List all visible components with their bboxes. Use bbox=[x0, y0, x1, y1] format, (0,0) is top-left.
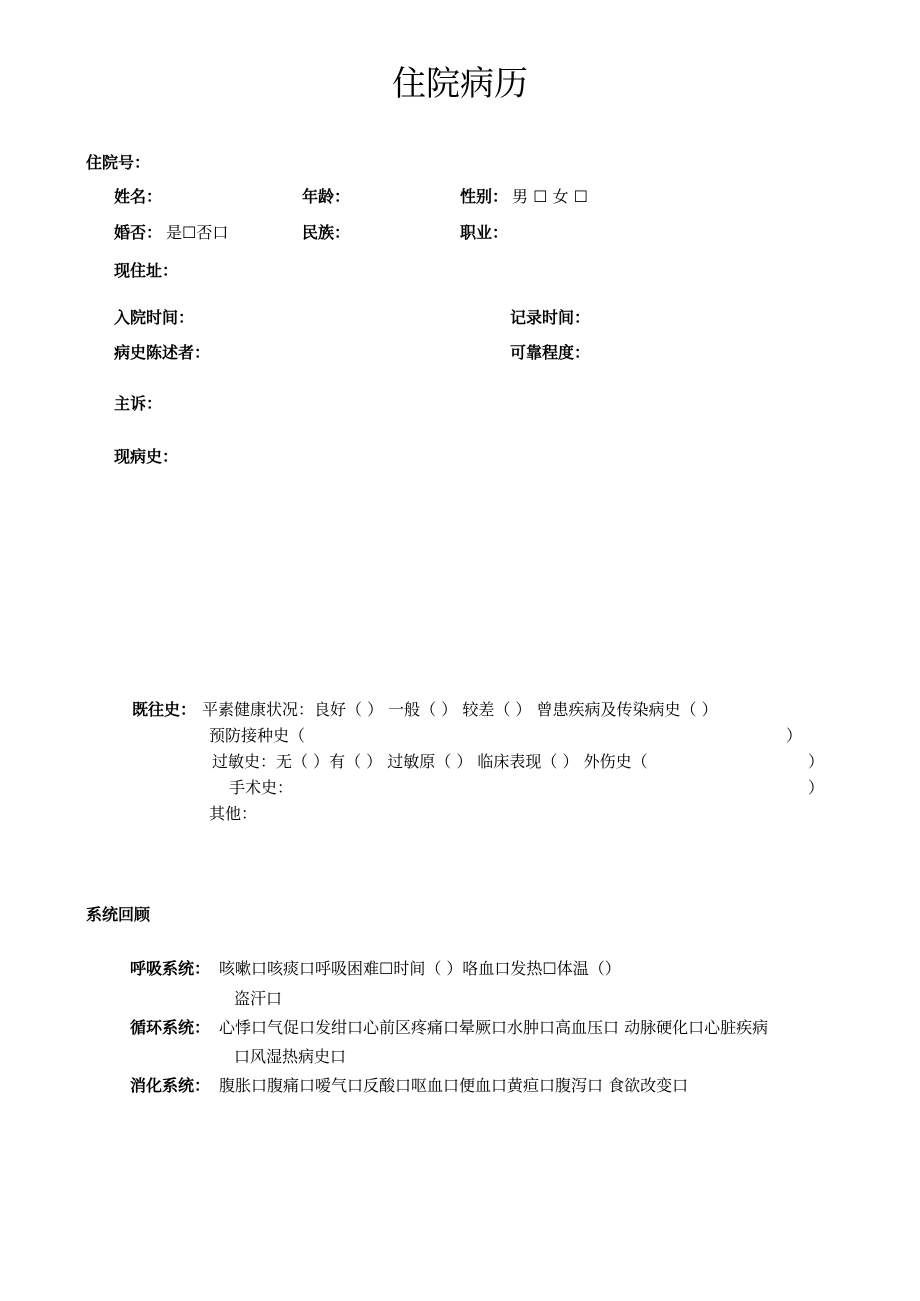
admission-number-label: 住院号： bbox=[86, 153, 151, 172]
gender-options[interactable]: 男 ☐ 女 ☐ bbox=[512, 187, 588, 206]
address-label: 现住址： bbox=[114, 261, 179, 280]
circulatory-label: 循环系统： bbox=[130, 1018, 211, 1037]
reliability-label: 可靠程度： bbox=[510, 343, 591, 362]
chief-complaint-label: 主诉： bbox=[114, 394, 163, 413]
past-history-label: 既往史： bbox=[132, 700, 197, 719]
allergy-history-close: ） bbox=[808, 752, 825, 771]
page-title: 住院病历 bbox=[392, 64, 528, 104]
system-review-heading: 系统回顾 bbox=[86, 905, 151, 924]
admission-time-label: 入院时间： bbox=[114, 308, 195, 327]
occupation-label: 职业： bbox=[460, 223, 509, 242]
past-history-line1: 平素健康状况：良好（ ） 一般（ ） 较差（ ） 曾患疾病及传染病史（ ） bbox=[202, 700, 718, 719]
ethnicity-label: 民族： bbox=[302, 223, 351, 242]
age-label: 年龄： bbox=[302, 187, 351, 206]
respiratory-items-cont: 盗汗口 bbox=[234, 989, 283, 1008]
surgery-history-close: ） bbox=[808, 778, 825, 797]
allergy-history: 过敏史：无（ ）有（ ） 过敏原（ ） 临床表现（ ） 外伤史（ bbox=[212, 752, 648, 771]
record-time-label: 记录时间： bbox=[510, 308, 591, 327]
vaccination-history-close: ） bbox=[786, 726, 803, 745]
respiratory-label: 呼吸系统： bbox=[130, 959, 211, 978]
present-illness-label: 现病史： bbox=[114, 447, 179, 466]
respiratory-items: 咳嗽口咳痰口呼吸困难☐时间（ ）咯血口发热☐体温（） bbox=[219, 959, 621, 978]
vaccination-history: 预防接种史（ bbox=[209, 726, 306, 745]
marital-label: 婚否： bbox=[114, 223, 163, 242]
digestive-items: 腹胀口腹痛口嗳气口反酸口呕血口便血口黄疸口腹泻口 食欲改变口 bbox=[219, 1076, 689, 1095]
surgery-history: 手术史： bbox=[229, 778, 294, 797]
other-history: 其他： bbox=[209, 804, 258, 823]
circulatory-items: 心悸口气促口发绀口心前区疼痛口晕厥口水肿口高血压口 动脉硬化口心脏疾病 bbox=[219, 1018, 769, 1037]
digestive-label: 消化系统： bbox=[130, 1076, 211, 1095]
gender-label: 性别： bbox=[460, 187, 509, 206]
marital-options[interactable]: 是☐否口 bbox=[166, 223, 229, 242]
circulatory-items-cont: 口风湿热病史口 bbox=[234, 1047, 347, 1066]
name-label: 姓名： bbox=[114, 187, 163, 206]
narrator-label: 病史陈述者： bbox=[114, 343, 211, 362]
